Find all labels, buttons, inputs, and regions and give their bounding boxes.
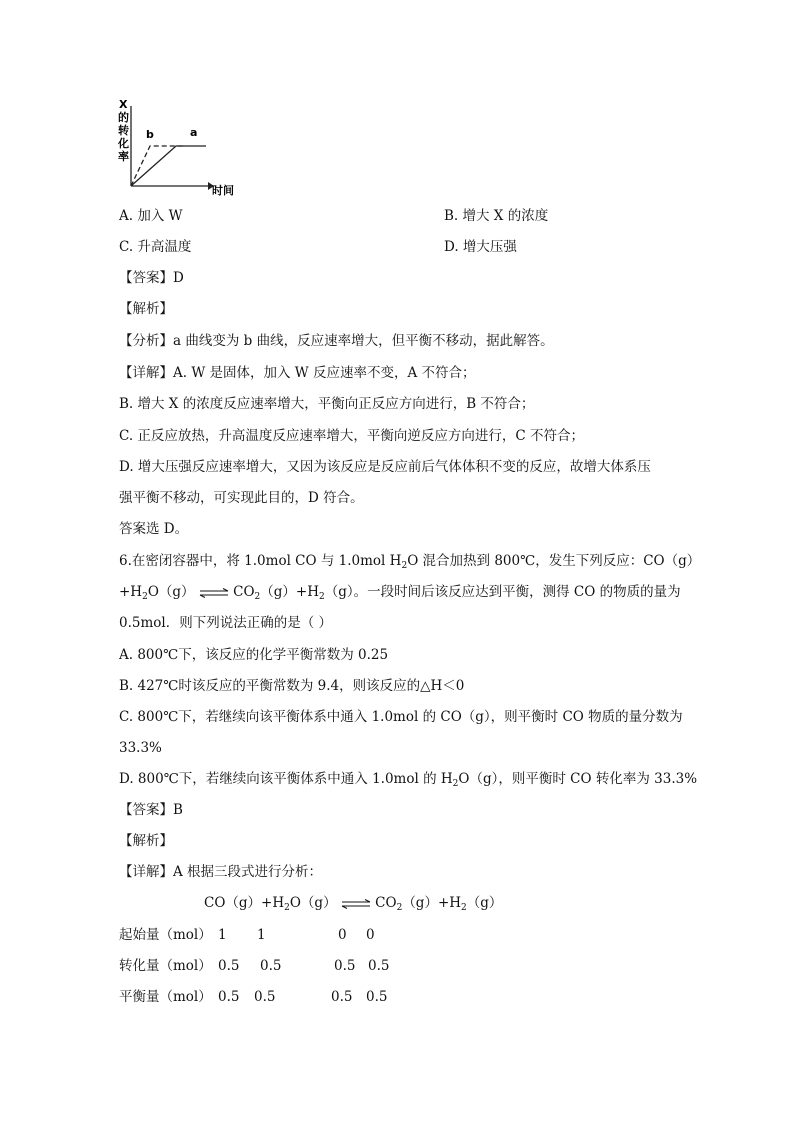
table-cell: 0.5: [331, 989, 353, 1005]
q5-detail-d-1: D. 增大压强反应速率增大，又因为该反应是反应前后气体体积不变的反应，故增大体系压: [119, 459, 651, 475]
q6-answer: 【答案】B: [119, 802, 183, 818]
y-axis-label-4: 化: [118, 137, 129, 150]
table-cell: 0: [338, 927, 347, 943]
q6-analysis-header: 【解析】: [119, 833, 173, 849]
x-axis-label: 时间: [212, 184, 234, 197]
table-cell: 0.5: [366, 989, 388, 1005]
table-cell: 1: [257, 927, 266, 943]
q5-detail-b: B. 增大 X 的浓度反应速率增大，平衡向正反应方向进行，B 不符合；: [119, 396, 535, 412]
q6-option-c-1: C. 800℃下，若继续向该平衡体系中通入 1.0mol 的 CO（g），则平衡时 CO 物质的量分数为: [119, 709, 683, 725]
y-axis-label-1: X: [119, 98, 128, 111]
table-row-label: 平衡量（mol）: [119, 989, 212, 1005]
q6-option-b: B. 427℃时该反应的平衡常数为 9.4，则该反应的△H＜0: [119, 678, 465, 694]
q5-option-b: B. 增大 X 的浓度: [444, 208, 549, 224]
table-cell: 0.5: [218, 958, 240, 974]
q6-equation: $CO(g)+H_2O(g)$ $CO_2(g)+H_2(g)$: [204, 895, 503, 913]
q5-detail-c: C. 正反应放热，升高温度反应速率增大，平衡向逆反应方向进行，C 不符合；: [119, 428, 585, 444]
q5-option-c: C. 升高温度: [119, 239, 192, 255]
q6-option-a: A. 800℃下，该反应的化学平衡常数为 0.25: [119, 647, 389, 663]
q6-stem-line-3: 0.5mol．则下列说法正确的是（ ）: [119, 615, 333, 631]
equilibrium-arrow-icon: [199, 588, 229, 598]
curve-a-label: a: [190, 126, 198, 139]
q5-analysis-header: 【解析】: [119, 301, 173, 317]
q5-conclusion: 答案选 D。: [119, 521, 189, 537]
table-cell: 0.5: [368, 958, 390, 974]
q5-detail-d-2: 强平衡不移动，可实现此目的，D 符合。: [119, 490, 364, 506]
conversion-rate-graph: [116, 98, 246, 198]
y-axis-label-2: 的: [118, 111, 129, 124]
curve-b-label: b: [146, 128, 154, 141]
table-cell: 1: [218, 927, 227, 943]
equilibrium-arrow-icon: [341, 899, 371, 909]
table-cell: 0: [366, 927, 375, 943]
curve-b: [131, 146, 184, 186]
y-axis-label-3: 转: [118, 124, 129, 137]
q5-option-a: A. 加入 W: [119, 208, 183, 224]
q6-stem-line-2: $+H_2O(g)$ $CO_2(g)+H_2(g)$。一段时间后该反应达到平衡，测得 CO 的物质的量为: [119, 584, 681, 602]
curve-a: [131, 146, 206, 186]
q6-detail-a: 【详解】A 根据三段式进行分析：: [119, 864, 323, 880]
y-axis-label-5: 率: [118, 150, 129, 163]
q6-option-d: D. 800℃下，若继续向该平衡体系中通入 1.0mol 的 $H_2O(g)$，则平衡时 CO 转化率为 33.3%: [119, 771, 698, 789]
q5-answer: 【答案】D: [119, 270, 184, 286]
q6-stem-line-1: 6.在密闭容器中，将 1.0mol CO 与 1.0mol $H_2O$ 混合加热到 800℃，发生下列反应：CO（g）: [119, 553, 701, 571]
table-cell: 0.5: [254, 989, 276, 1005]
q6-option-c-2: 33.3%: [119, 740, 162, 756]
table-row-label: 转化量（mol）: [119, 958, 212, 974]
table-cell: 0.5: [334, 958, 356, 974]
table-row-label: 起始量（mol）: [119, 927, 212, 943]
table-cell: 0.5: [218, 989, 240, 1005]
q5-fenxi: 【分析】a 曲线变为 b 曲线，反应速率增大，但平衡不移动，据此解答。: [119, 333, 554, 349]
q5-detail-a: 【详解】A. W 是固体，加入 W 反应速率不变，A 不符合；: [119, 365, 476, 381]
table-cell: 0.5: [260, 958, 282, 974]
q5-option-d: D. 增大压强: [444, 239, 517, 255]
